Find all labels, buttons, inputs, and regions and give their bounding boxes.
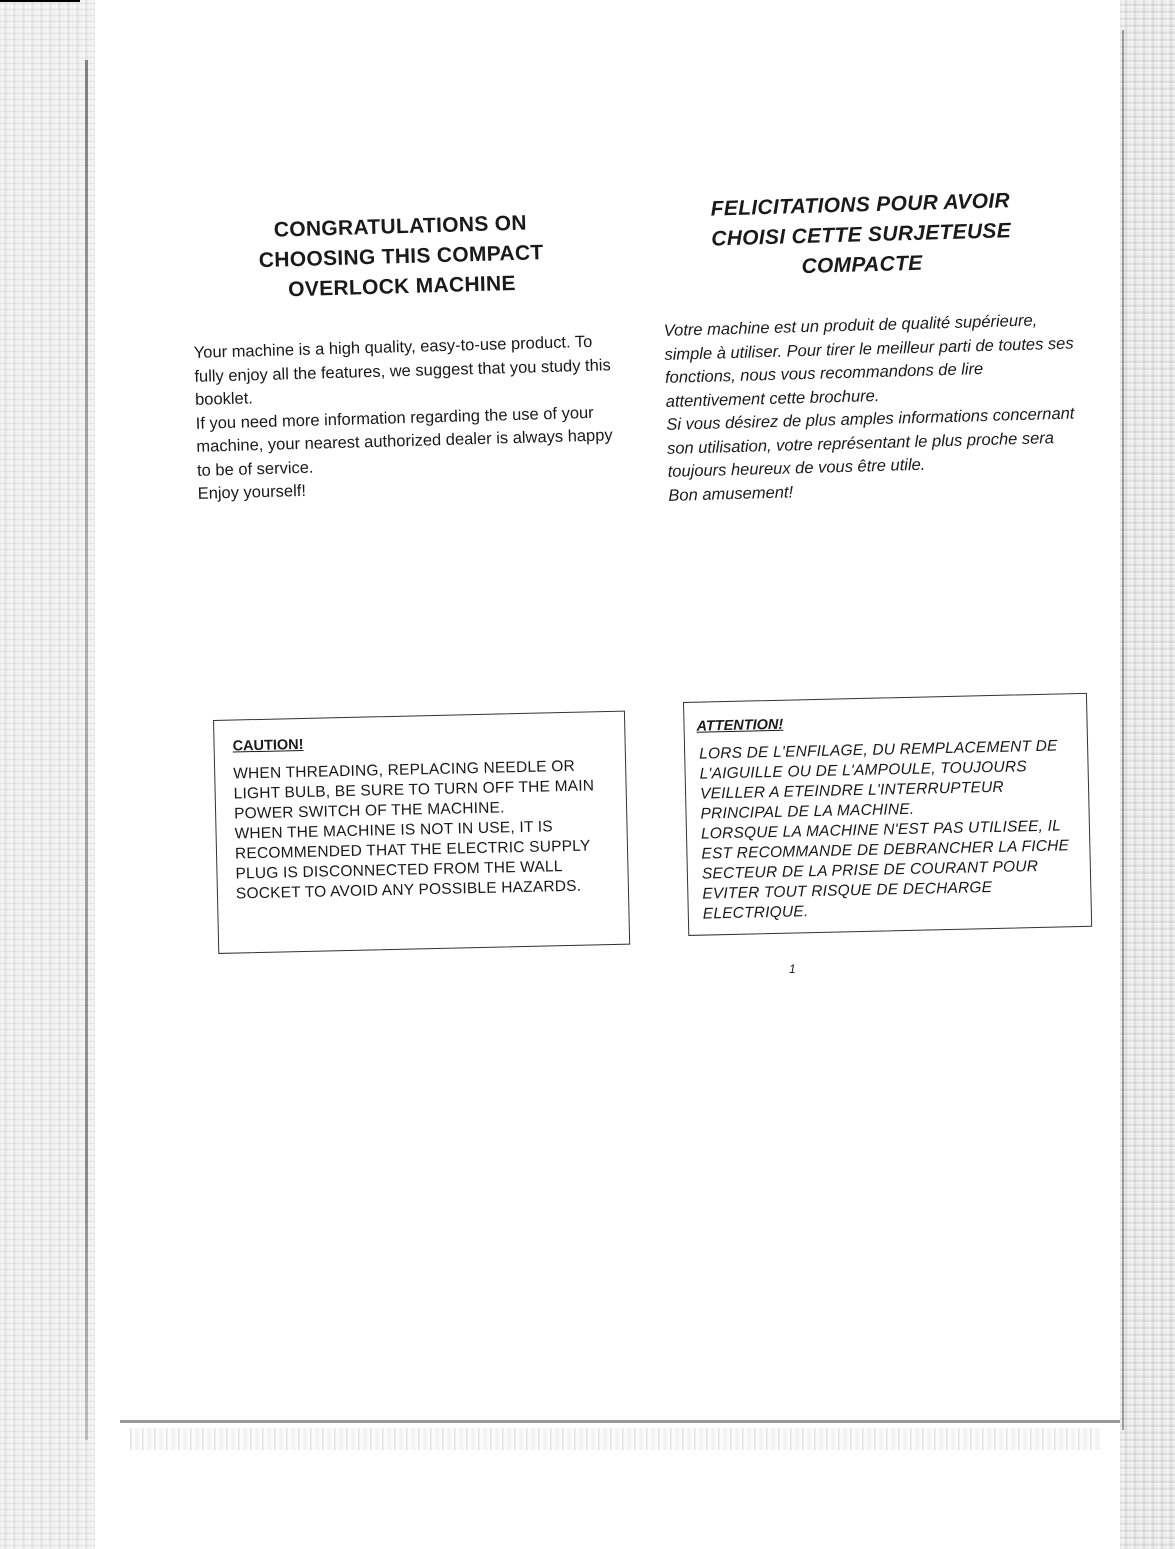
french-paragraph: Votre machine est un produit de qualité supérieure, simple à utiliser. Pour tirer le meilleur parti de toutes ses fonctions, nous vous recommandons de lire attentivement cette brochure. [663, 311, 1074, 411]
caution-paragraph: WHEN THE MACHINE IS NOT IN USE, IT IS RECOMMENDED THAT THE ELECTRIC SUPPLY PLUG IS DISCONNECTED FROM THE WALL SOCKET TO AVOID ANY POSSIBLE HAZARDS. [234, 818, 591, 903]
attention-box [683, 693, 1092, 936]
english-paragraph: If you need more information regarding the use of your machine, your nearest authorized dealer is always happy to be of service. [195, 403, 613, 480]
english-paragraph: Your machine is a high quality, easy-to-use product. To fully enjoy all the features, we suggest that you study this booklet. [193, 332, 611, 409]
scan-bottom-noise [130, 1428, 1100, 1450]
french-heading-line: CHOISI CETTE SURJETEUSE [710, 219, 1012, 251]
caution-title: CAUTION! [232, 736, 304, 755]
english-heading-line: OVERLOCK MACHINE [287, 271, 517, 302]
caution-text [233, 756, 612, 904]
attention-text [699, 736, 1075, 924]
french-paragraph: Si vous désirez de plus amples informations concernant son utilisation, votre représentant le plus proche sera toujours heureux de vous être utile. [666, 404, 1075, 481]
english-intro [193, 330, 617, 506]
english-column [190, 206, 618, 506]
french-intro [663, 308, 1088, 508]
french-column [660, 184, 1089, 508]
page-number: 1 [789, 962, 796, 976]
attention-title: ATTENTION! [696, 716, 784, 735]
attention-paragraph: LORSQUE LA MACHINE N'EST PAS UTILISEE, IL EST RECOMMANDE DE DEBRANCHER LA FICHE SECTEUR DE LA PRISE DE COURANT POUR EVITER TOUT RISQUE DE DECHARGE ELECTRIQUE. [700, 817, 1070, 923]
scan-edge-left [0, 0, 95, 1549]
english-heading-line: CONGRATULATIONS ON [273, 211, 528, 242]
attention-paragraph: LORS DE L'ENFILAGE, DU REMPLACEMENT DE L'AIGUILLE OU DE L'AMPOULE, TOUJOURS VEILLER A ETEINDRE L'INTERRUPTEUR PRINCIPAL DE LA MACHINE. [698, 737, 1058, 823]
caution-paragraph: WHEN THREADING, REPLACING NEEDLE OR LIGHT BULB, BE SURE TO TURN OFF THE MAIN POWER SWITCH OF THE MACHINE. [233, 757, 595, 823]
french-paragraph: Bon amusement! [668, 482, 794, 505]
french-heading [660, 185, 1062, 286]
english-heading-line: CHOOSING THIS COMPACT [258, 241, 544, 273]
english-heading [200, 207, 602, 308]
caution-box [213, 711, 630, 954]
french-heading-line: COMPACTE [801, 251, 923, 279]
french-heading-line: FELICITATIONS POUR AVOIR [710, 189, 1011, 221]
scan-bottom-edge [120, 1420, 1120, 1423]
scan-edge-right [1120, 0, 1175, 1549]
english-paragraph: Enjoy yourself! [197, 481, 307, 503]
